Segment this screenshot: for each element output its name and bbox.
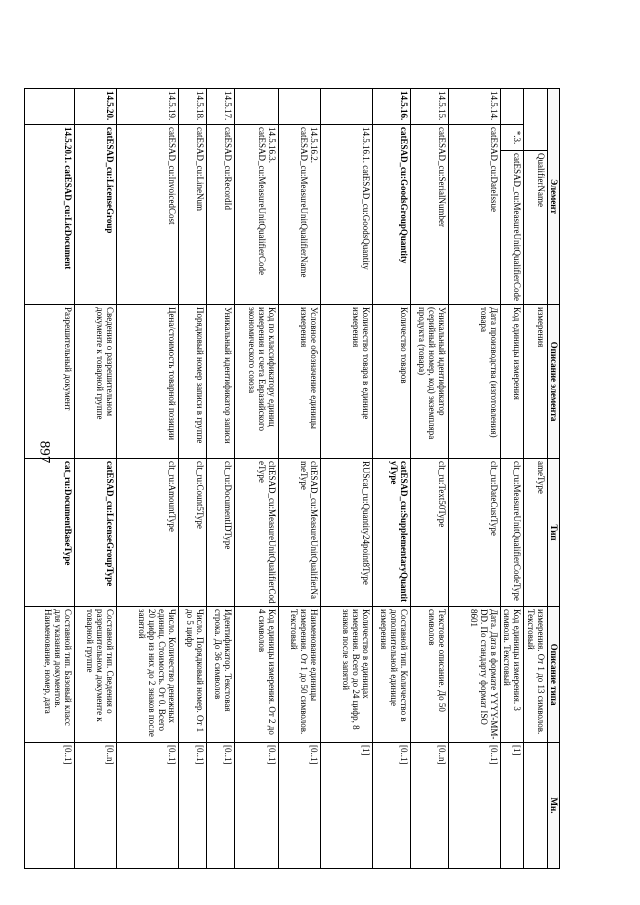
row-description: Код по классификатору единиц измерения и счета Евразийского экономического союза [235,305,279,459]
row-type-description: Количество в единицах измерения. Всего до 24 цифр, 8 знаков после запятой [321,607,373,743]
row-description: Разрешительный документ [25,305,75,459]
row-type: RUScat_ru:Quantity24point8Type [321,459,373,607]
table-row [235,89,279,869]
row-element-name [25,125,75,305]
row-element-name [321,125,373,305]
row-type: cltESAD_cu:MeasureUnitQualifierNameType [279,459,321,607]
header-mult: Мн. [548,743,560,869]
row-type: clt_ru:MeasureUnitQualifierCodeType [501,459,524,607]
row-num-cell [501,89,524,125]
row-description: Условное обозначение единицы измерения [279,305,321,459]
row-description: Порядковый номер записи в группе [179,305,207,459]
row-num-cell [524,89,548,125]
row-mult: [0..1] [235,743,279,869]
row-indent-cell [279,89,321,125]
row-description: Количество товара в единице измерения [321,305,373,459]
table-header-row [548,89,560,869]
table-row [117,89,179,869]
row-element-name-text: catESAD_cu:GoodsQuantity [361,165,371,270]
row-description: Сведения о разрешительном документе к товарной группе [75,305,117,459]
row-description: измерения [524,305,548,459]
specification-table [24,88,560,869]
row-mult: [0..1] [117,743,179,869]
row-element-name-text: catESAD_cu:LicDocument [63,165,73,270]
table-row [373,89,411,869]
row-mult: [0..1] [179,743,207,869]
row-description: Количество товаров [373,305,411,459]
row-mult: [1] [321,743,373,869]
row-element-name: QualifierName [524,151,548,305]
row-mult: [0..1] [25,743,75,869]
row-type: clt_ru:DocumentIDType [207,459,235,607]
row-num: 14.5.16.1. [361,127,371,163]
row-type-description: Текстовое описание. До 50 символов [411,607,449,743]
row-description: Цена/стоимость товарной позиции [117,305,179,459]
header-type-description: Описание типа [548,607,560,743]
row-element-name: catESAD_cu:LineNum [179,125,207,305]
table-row [501,89,524,869]
row-element-name [279,125,321,305]
row-type-description: Составной тип. Количество в дополнительной единице измерения [373,607,411,743]
table-row [321,89,373,869]
row-mult: [0..1] [449,743,501,869]
row-element-name: catESAD_cu:GoodsGroupQuantity [373,125,411,305]
row-num: 14.5.18. [179,89,207,125]
row-type-description: Код единицы измерения. От 2 до 4 символов [235,607,279,743]
header-type: Тип [548,459,560,607]
row-num: 14.5.16.2. [309,127,319,163]
row-type: clt_ru:DateCustType [449,459,501,607]
row-mult: [0..1] [279,743,321,869]
row-mult: [0..1] [207,743,235,869]
row-mult: [0..1] [373,743,411,869]
row-mult: [0..n] [75,743,117,869]
row-element-name-text: catESAD_cu:MeasureUnitQualifierName [299,127,309,278]
row-indent-cell [321,89,373,125]
table-row [411,89,449,869]
row-num: 14.5.20.1. [63,127,73,163]
row-element-name-text: catESAD_cu:MeasureUnitQualifierCode [257,127,267,275]
row-type-description: измерения. От 1 до 13 символов. Текстовый [524,607,548,743]
header-description: Описание элемента [548,305,560,459]
row-type-description: Составной тип. Базовый класс для указания документов. Наименование, номер, дата [25,607,75,743]
row-type-description: Дата. Дата в формате YYYY-MM-DD. По стандарту формат ISO 8601 [449,607,501,743]
row-num: 14.5.17. [207,89,235,125]
row-type-description: Составной тип. Сведения о разрешительном документе к товарной группе [75,607,117,743]
row-description: Дата производства (изготовления) товара [449,305,501,459]
row-description: Код единицы измерения [501,305,524,459]
row-type-description: Число. Порядковый номер. От 1 до 5 цифр [179,607,207,743]
row-num: 14.5.20. [75,89,117,125]
row-indent-cell [235,89,279,125]
row-type-description: Наименование единицы измерения. От 1 до 50 символов. Текстовый [279,607,321,743]
row-type: cltESAD_cu:MeasureUnitQualifierCodeType [235,459,279,607]
row-type: clt_ru:AmountType [117,459,179,607]
page-number: 897 [36,440,53,464]
row-type-description: Код единицы измерения. 3 символа. Текстовый [501,607,524,743]
row-type: catESAD_cu:LicenseGroupType [75,459,117,607]
row-type: cat_ru:DocumentBaseType [25,459,75,607]
row-type: catESAD_cu:SupplementaryQuantityType [373,459,411,607]
row-type: clt_ru:Text50Type [411,459,449,607]
table-row [75,89,117,869]
table-row [279,89,321,869]
table-row [25,89,75,869]
row-element-name: catESAD_cu:InvoicedCost [117,125,179,305]
row-element-name: catESAD_cu:SerialNumber [411,125,449,305]
row-description: Уникальный идентификатор записи [207,305,235,459]
row-type: clt_ru:Count5Type [179,459,207,607]
row-num: 14.5.14. [449,89,501,125]
table-row [179,89,207,869]
row-mult: [1] [501,743,524,869]
row-element-name: catESAD_cu:DateIssue [449,125,501,305]
row-type-description: Число. Количество денежных единиц. Стоимость. От 0. Всего 20 цифр из них до 2 знаков после запятой [117,607,179,743]
row-num: 14.5.16.3. [267,127,277,163]
row-element-name: catESAD_cu:RecordId [207,125,235,305]
row-mult: [0..n] [411,743,449,869]
row-num: 14.5.19. [117,89,179,125]
row-num: *.3. [501,125,524,151]
table-row [207,89,235,869]
row-element-name: catESAD_cu:LicenseGroup [75,125,117,305]
table-row [449,89,501,869]
row-type: ameType [524,459,548,607]
row-num: 14.5.16. [373,89,411,125]
row-type-description: Идентификатор. Текстовая строка. До 36 символов [207,607,235,743]
row-mult [524,743,548,869]
row-indent-cell [25,89,75,125]
row-description: Уникальный идентификатор (серийный номер, код) экземпляра продукта (товара) [411,305,449,459]
row-element-name: catESAD_cu:MeasureUnitQualifierCode [501,151,524,305]
row-num: 14.5.15. [411,89,449,125]
row-num-sub-cell [524,125,548,151]
header-element: Элемент [548,89,560,305]
row-element-name [235,125,279,305]
table-row [524,89,548,869]
